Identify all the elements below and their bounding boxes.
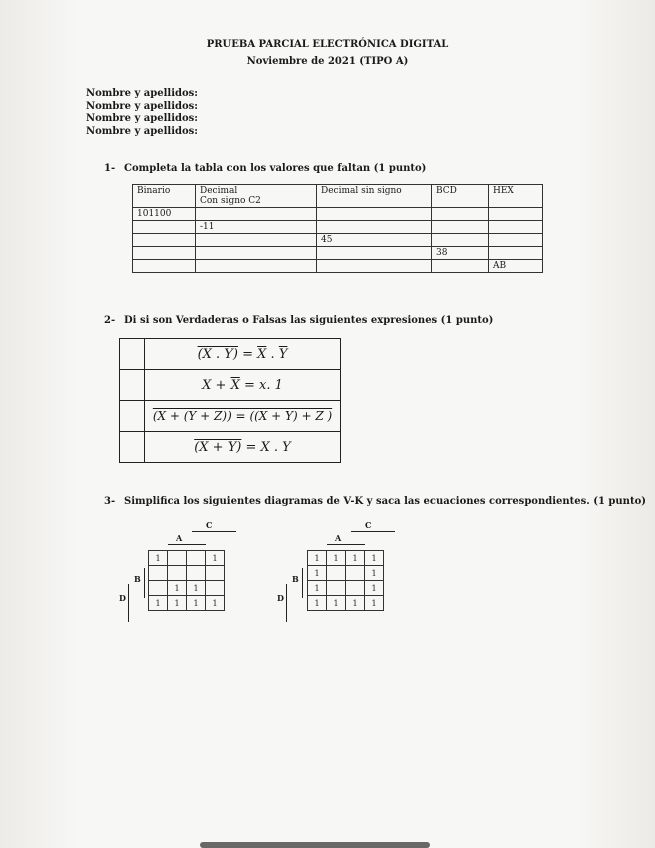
table-cell[interactable] <box>489 221 543 234</box>
kmap-cell: 1 <box>365 581 384 596</box>
table-cell[interactable] <box>432 208 489 221</box>
kmap-cell: 1 <box>149 551 168 566</box>
answer-cell[interactable] <box>120 432 145 463</box>
table-cell[interactable] <box>317 208 432 221</box>
question-text: Completa la tabla con los valores que faltan (1 punto) <box>124 163 427 174</box>
name-line: Nombre y apellidos: <box>86 125 199 137</box>
kmap-cell <box>346 566 365 581</box>
kmap2-label-d: D <box>277 593 284 603</box>
table-row <box>133 247 543 260</box>
names-block <box>86 88 198 138</box>
kmap-cell: 1 <box>346 551 365 566</box>
kmap2-label-c: C <box>365 520 372 530</box>
kmap-cell: 1 <box>308 596 327 611</box>
kmap-cell <box>327 566 346 581</box>
table-row <box>120 401 341 432</box>
kmap-cell: 1 <box>308 566 327 581</box>
kmap-cell: 1 <box>206 551 225 566</box>
table-row <box>120 339 341 370</box>
table-row <box>133 208 543 221</box>
kmap-cell <box>168 551 187 566</box>
kmap-cell <box>149 581 168 596</box>
question-number: 3- <box>104 496 116 507</box>
kmap-cell: 1 <box>206 596 225 611</box>
kmap-cell: 1 <box>327 551 346 566</box>
kmap-cell: 1 <box>365 596 384 611</box>
table-row <box>133 221 543 234</box>
exam-title: PRUEBA PARCIAL ELECTRÓNICA DIGITAL <box>206 39 449 50</box>
kmap-cell: 1 <box>149 596 168 611</box>
header-bcd: BCD <box>432 185 489 208</box>
table-cell[interactable] <box>317 247 432 260</box>
table-cell[interactable]: -11 <box>196 221 317 234</box>
question-2 <box>104 315 493 326</box>
kmap-cell: 1 <box>346 596 365 611</box>
kmap-cell <box>206 566 225 581</box>
kmap-cell <box>206 581 225 596</box>
expression-4: (X + Y) = X . Y <box>145 432 341 463</box>
exam-subtitle: Noviembre de 2021 (TIPO A) <box>246 56 409 67</box>
expression-2: $X + \overline{X} = x$. 1 <box>145 370 341 401</box>
table-cell[interactable] <box>432 221 489 234</box>
header-hex: HEX <box>489 185 543 208</box>
kmap1-bar-b <box>144 568 145 598</box>
kmap2-bar-b <box>302 568 303 598</box>
table-cell[interactable] <box>432 260 489 273</box>
table-row <box>120 432 341 463</box>
table-row <box>133 260 543 273</box>
table-cell[interactable]: 45 <box>317 234 432 247</box>
name-line: Nombre y apellidos: <box>86 113 199 124</box>
kmap1-bar-d <box>128 584 129 622</box>
karnaugh-map-2 <box>307 550 384 611</box>
kmap2-bar-c <box>351 531 395 532</box>
question-3 <box>104 496 646 507</box>
kmap-cell <box>187 551 206 566</box>
page-edge-shadow <box>200 842 430 848</box>
number-conversion-table <box>132 184 543 273</box>
table-cell[interactable] <box>133 234 196 247</box>
question-text: Di si son Verdaderas o Falsas las siguientes expresiones (1 punto) <box>124 315 494 326</box>
table-cell[interactable]: 101100 <box>133 208 196 221</box>
kmap2-label-a: A <box>335 533 342 543</box>
kmap-cell: 1 <box>308 581 327 596</box>
kmap-cell <box>149 566 168 581</box>
table-cell[interactable] <box>133 247 196 260</box>
kmap1-label-b: B <box>134 574 141 584</box>
table-cell[interactable] <box>317 221 432 234</box>
kmap1-label-a: A <box>176 533 183 543</box>
kmap-cell: 1 <box>187 581 206 596</box>
kmap-cell: 1 <box>187 596 206 611</box>
kmap-cell <box>327 581 346 596</box>
header-decimal-sin-signo: Decimal sin signo <box>317 185 432 208</box>
table-cell[interactable] <box>489 247 543 260</box>
table-cell[interactable] <box>317 260 432 273</box>
question-number: 1- <box>104 163 116 174</box>
name-line: Nombre y apellidos: <box>86 88 199 99</box>
kmap1-bar-a <box>168 544 206 545</box>
table-cell[interactable] <box>489 208 543 221</box>
table-row <box>133 234 543 247</box>
kmap2-bar-d <box>286 584 287 622</box>
question-1 <box>104 163 426 174</box>
table-cell[interactable] <box>196 247 317 260</box>
header-decimal-c2: Decimal Con signo C2 <box>196 185 317 208</box>
answer-cell[interactable] <box>120 401 145 432</box>
table-cell[interactable]: 38 <box>432 247 489 260</box>
kmap1-bar-c <box>192 531 236 532</box>
answer-cell[interactable] <box>120 339 145 370</box>
table-cell[interactable] <box>133 260 196 273</box>
table-cell[interactable] <box>432 234 489 247</box>
kmap-cell <box>168 566 187 581</box>
expression-3: (X + (Y + Z)) = ((X + Y) + Z ) <box>145 401 341 432</box>
kmap1-label-c: C <box>206 520 213 530</box>
table-cell[interactable] <box>196 208 317 221</box>
question-number: 2- <box>104 315 116 326</box>
question-text: Simplifica los siguientes diagramas de V-K y saca las ecuaciones correspondientes. (1 punto) <box>124 496 646 507</box>
boolean-expressions-table <box>119 338 341 463</box>
kmap-cell: 1 <box>168 596 187 611</box>
karnaugh-map-1 <box>148 550 225 611</box>
answer-cell[interactable] <box>120 370 145 401</box>
table-cell[interactable] <box>196 260 317 273</box>
kmap-cell <box>187 566 206 581</box>
header-binario: Binario <box>133 185 196 208</box>
kmap2-label-b: B <box>292 574 299 584</box>
kmap-cell: 1 <box>365 566 384 581</box>
kmap-cell: 1 <box>327 596 346 611</box>
kmap-cell: 1 <box>365 551 384 566</box>
table-cell[interactable] <box>489 234 543 247</box>
table-cell[interactable]: AB <box>489 260 543 273</box>
table-row <box>120 370 341 401</box>
expression-1: (X . $Y) = \overline{X}$ . $\overline{Y}$ <box>145 339 341 370</box>
kmap-cell <box>346 581 365 596</box>
kmap1-label-d: D <box>119 593 126 603</box>
table-cell[interactable] <box>133 221 196 234</box>
name-line: Nombre y apellidos: <box>86 100 199 112</box>
table-cell[interactable] <box>196 234 317 247</box>
kmap-cell: 1 <box>168 581 187 596</box>
table-header-row <box>133 185 543 208</box>
kmap-cell: 1 <box>308 551 327 566</box>
kmap2-bar-a <box>327 544 365 545</box>
